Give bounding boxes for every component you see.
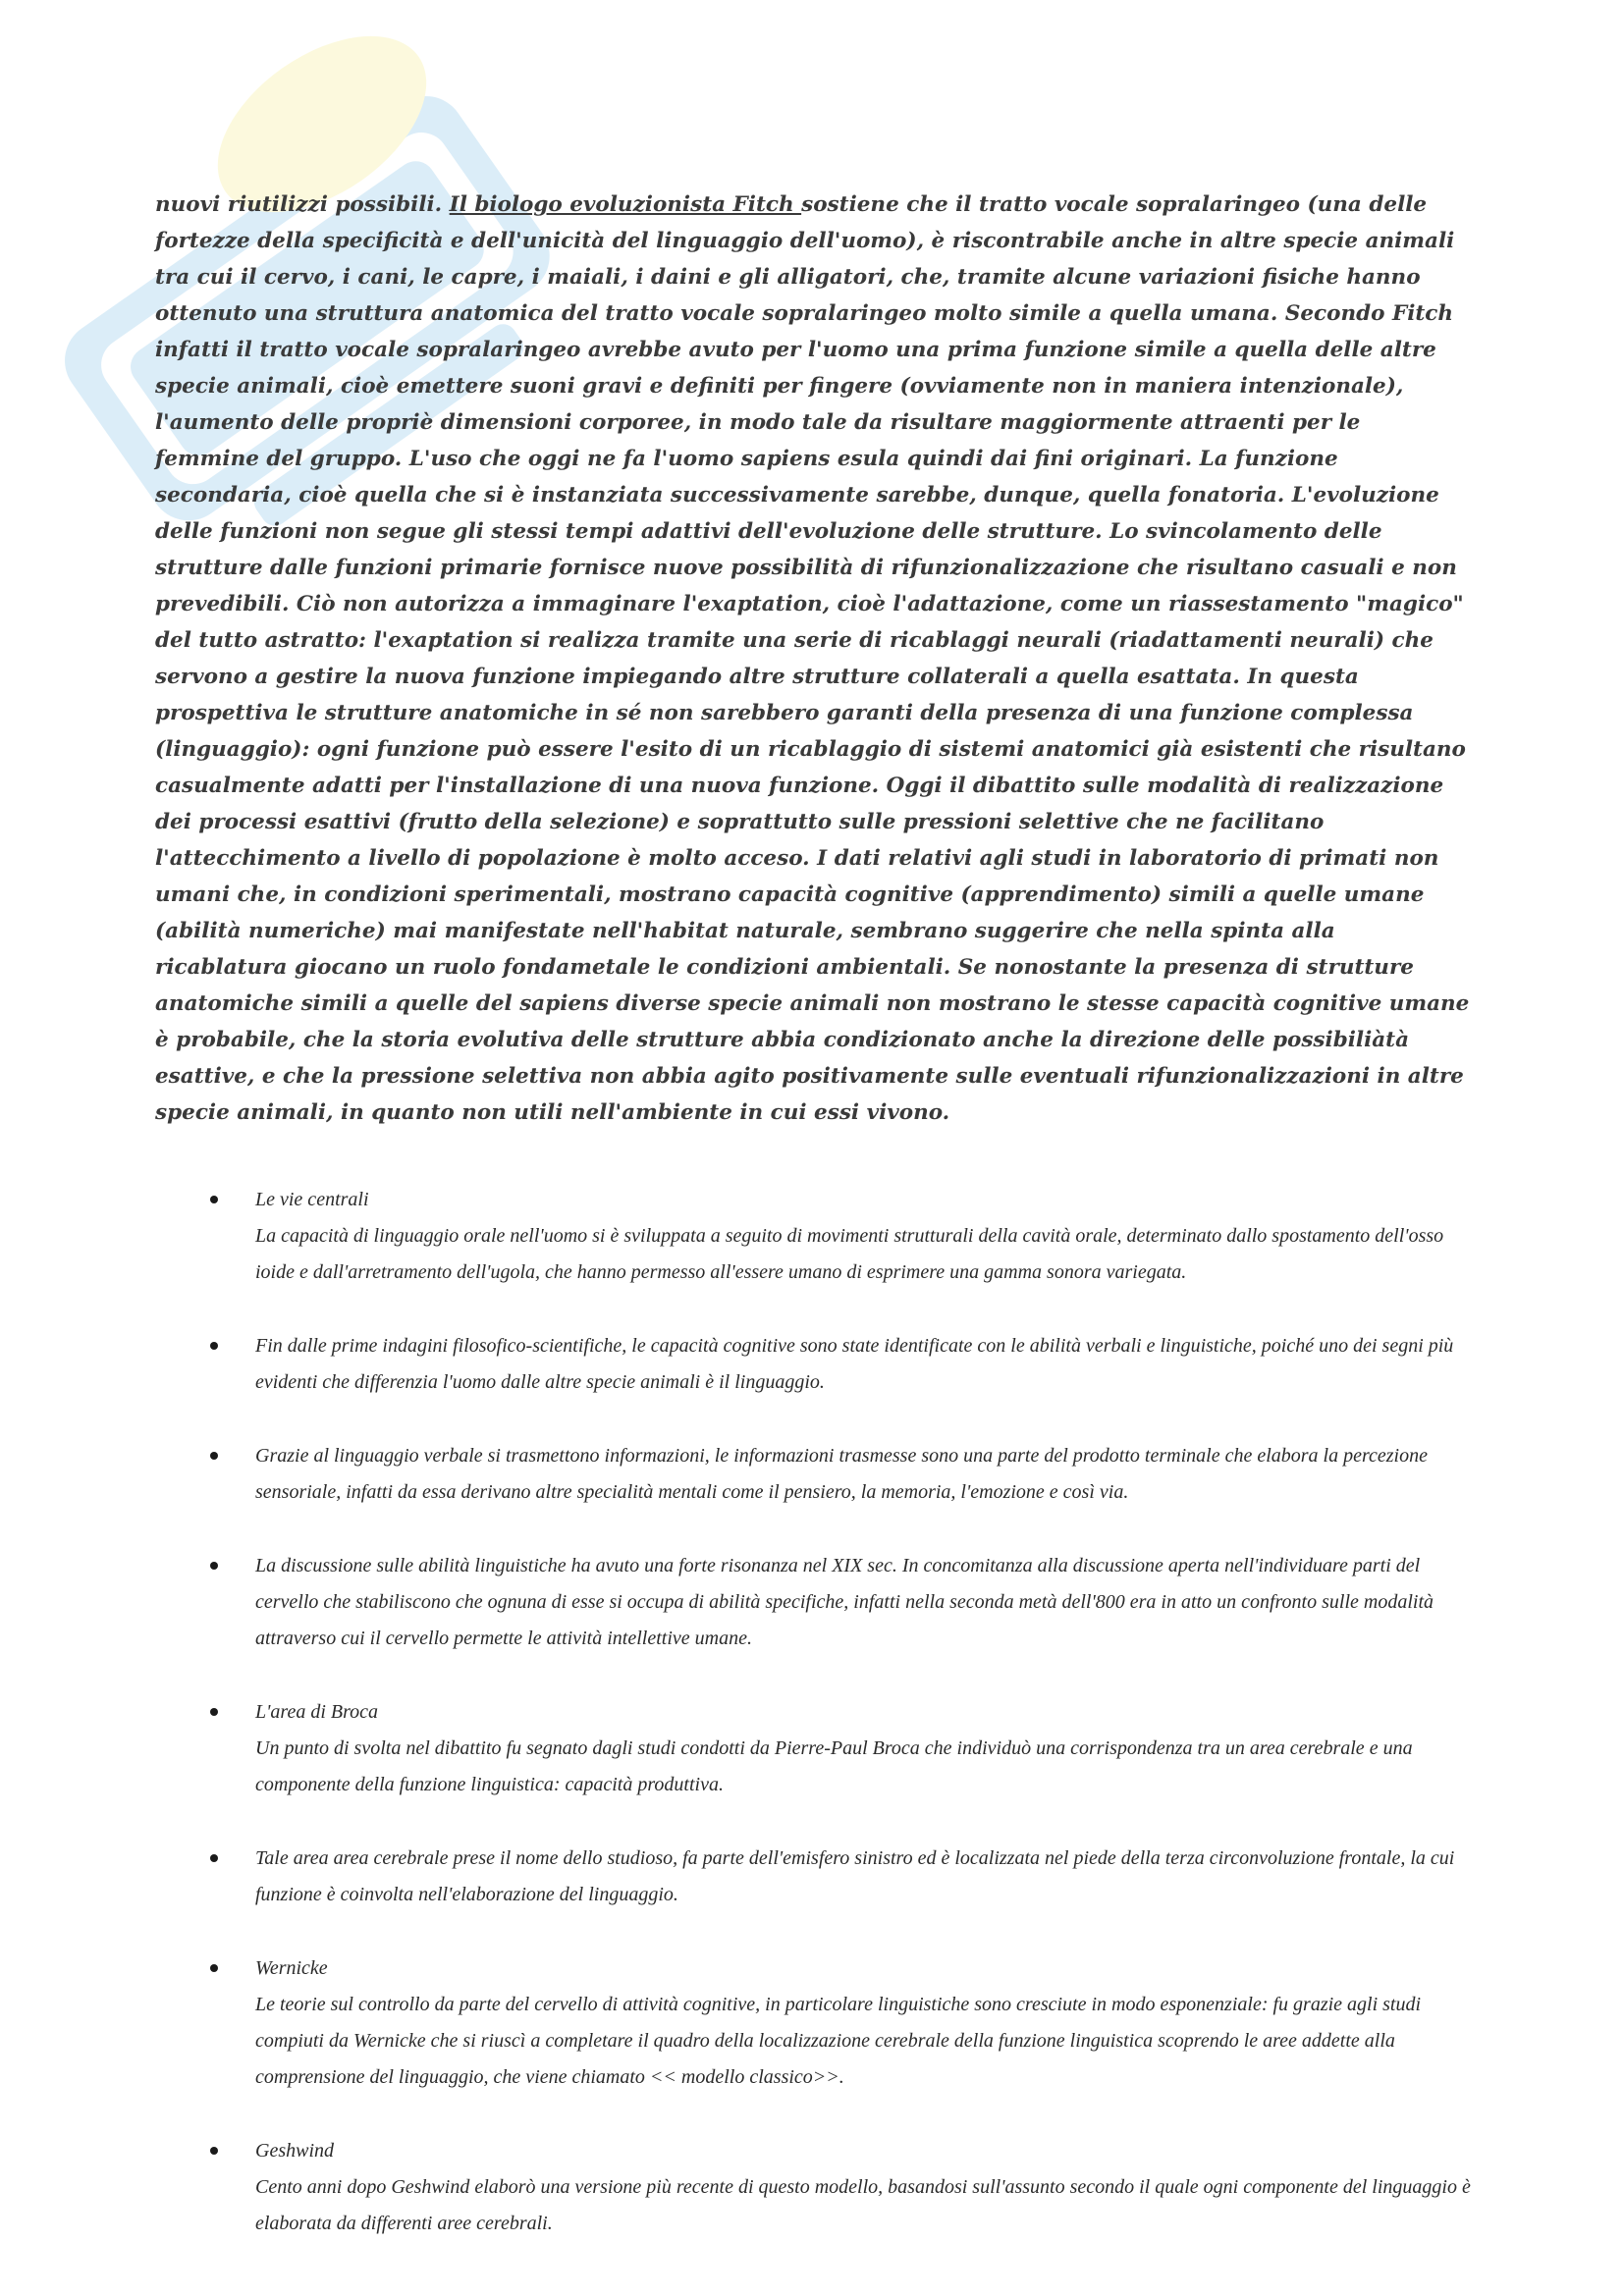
bullet-icon: [210, 1452, 218, 1460]
list-item: [155, 1950, 1471, 2096]
bullet-list: [155, 1182, 1471, 2242]
list-item-text: La discussione sulle abilità linguistiche ha avuto una forte risonanza nel XIX sec. In concomitanza alla discussione aperta nell'individuare parti del cervello che stabiliscono che ognuna di esse si occupa di abilità specifiche, infatti nella seconda metà dell'800 era in atto un confronto sulle modalità attraverso cui il cervello permette le attività intellettive umane.: [255, 1555, 1434, 1649]
list-item-text: Le teorie sul controllo da parte del cervello di attività cognitive, in particolare linguistiche sono cresciute in modo esponenziale: fu grazie agli studi compiuti da Wernicke che si riuscì a completare il quadro della localizzazione cerebrale della funzione linguistica scoprendo le aree addette alla comprensione del linguaggio, che viene chiamato << modello classico>>.: [255, 1994, 1422, 2088]
list-item: [155, 1841, 1471, 1913]
list-item-text: Fin dalle prime indagini filosofico-scientifiche, le capacità cognitive sono state identificate con le abilità verbali e linguistiche, poiché uno dei segni più evidenti che differenzia l'uomo dalle altre specie animali è il linguaggio.: [255, 1335, 1454, 1393]
paragraph-rest: sostiene che il tratto vocale sopralaringeo (una delle fortezze della specificità e dell'unicità del linguaggio dell'uomo), è riscontrabile anche in altre specie animali tra cui il cervo, i cani, le capre, i maiali, i daini e gli alligatori, che, tramite alcune variazioni fisiche hanno ottenuto una struttura anatomica del tratto vocale sopralaringeo molto simile a quella umana. Secondo Fitch infatti il tratto vocale sopralaringeo avrebbe avuto per l'uomo una prima funzione simile a quella delle altre specie animali, cioè emettere suoni gravi e definiti per fingere (ovviamente non in maniera intenzionale), l'aumento delle propriè dimensioni corporee, in modo tale da risultare maggiormente attraenti per le femmine del gruppo. L'uso che oggi ne fa l'uomo sapiens esula quindi dai fini originari. La funzione secondaria, cioè quella che si è instanziata successivamente sarebbe, dunque, quella fonatoria. L'evoluzione delle funzioni non segue gli stessi tempi adattivi dell'evoluzione delle strutture. Lo svincolamento delle strutture dalle funzioni primarie fornisce nuove possibilità di rifunzionalizzazione che risultano casuali e non prevedibili. Ciò non autorizza a immaginare l'exaptation, cioè l'adattazione, come un riassestamento "magico" del tutto astratto: l'exaptation si realizza tramite una serie di ricablaggi neurali (riadattamenti neurali) che servono a gestire la nuova funzione impiegando altre strutture collaterali a quella esattata. In questa prospettiva le strutture anatomiche in sé non sarebbero garanti della presenza di una funzione complessa (linguaggio): ogni funzione può essere l'esito di un ricablaggio di sistemi anatomici già esistenti che risultano casualmente adatti per l'installazione di una nuova funzione. Oggi il dibattito sulle modalità di realizzazione dei processi esattivi (frutto della selezione) e soprattutto sulle pressioni selettive che ne facilitano l'attecchimento a livello di popolazione è molto acceso. I dati relativi agli studi in laboratorio di primati non umani che, in condizioni sperimentali, mostrano capacità cognitive (apprendimento) simili a quelle umane (abilità numeriche) mai manifestate nell'habitat naturale, sembrano suggerire che nella spinta alla ricablatura giocano un ruolo fondametale le condizioni ambientali. Se nonostante la presenza di strutture anatomiche simili a quelle del sapiens diverse specie animali non mostrano le stesse capacità cognitive umane è probabile, che la storia evolutiva delle strutture abbia condizionato anche la direzione delle possibiliàtà esattive, e che la pressione selettiva non abbia agito positivamente sulle eventuali rifunzionalizzazioni in altre specie animali, in quanto non utili nell'ambiente in cui essi vivono.: [155, 192, 1470, 1125]
list-item-heading: L'area di Broca: [255, 1701, 379, 1723]
bullet-icon: [210, 1342, 218, 1350]
paragraph-lead: nuovi riutilizzi possibili.: [155, 192, 450, 217]
document-page: [155, 187, 1471, 2279]
list-item: [155, 1438, 1471, 1511]
list-item-text: Cento anni dopo Geshwind elaborò una versione più recente di questo modello, basandosi sull'assunto secondo il quale ogni componente del linguaggio è elaborata da differenti aree cerebrali.: [255, 2176, 1471, 2234]
list-item: [155, 1182, 1471, 1291]
list-item-heading: Geshwind: [255, 2140, 334, 2162]
bullet-icon: [210, 1964, 218, 1972]
list-item-text: Un punto di svolta nel dibattito fu segnato dagli studi condotti da Pierre-Paul Broca che individuò una corrispondenza tra un area cerebrale e una componente della funzione linguistica: capacità produttiva.: [255, 1737, 1413, 1795]
list-item-text: Tale area area cerebrale prese il nome dello studioso, fa parte dell'emisfero sinistro ed è localizzata nel piede della terza circonvoluzione frontale, la cui funzione è coinvolta nell'elaborazione del linguaggio.: [255, 1847, 1455, 1905]
list-item-text: La capacità di linguaggio orale nell'uomo si è sviluppata a seguito di movimenti strutturali della cavità orale, determinato dallo spostamento dell'osso ioide e dall'arretramento dell'ugola, che hanno permesso all'essere umano di esprimere una gamma sonora variegata.: [255, 1225, 1444, 1283]
list-item: [155, 1694, 1471, 1803]
list-item-text: Grazie al linguaggio verbale si trasmettono informazioni, le informazioni trasmesse sono una parte del prodotto terminale che elabora la percezione sensoriale, infatti da essa derivano altre specialità mentali come il pensiero, la memoria, l'emozione e così via.: [255, 1445, 1428, 1503]
list-item: [155, 1548, 1471, 1657]
bullet-icon: [210, 2147, 218, 2155]
bullet-icon: [210, 1854, 218, 1862]
bullet-icon: [210, 1562, 218, 1570]
body-paragraph: [155, 187, 1471, 1131]
list-item: [155, 1328, 1471, 1401]
bullet-icon: [210, 1196, 218, 1203]
bullet-icon: [210, 1708, 218, 1716]
list-item-heading: Le vie centrali: [255, 1189, 369, 1210]
fitch-link[interactable]: Il biologo evoluzionista Fitch: [449, 192, 802, 217]
list-item-heading: Wernicke: [255, 1957, 328, 1979]
list-item: [155, 2133, 1471, 2242]
